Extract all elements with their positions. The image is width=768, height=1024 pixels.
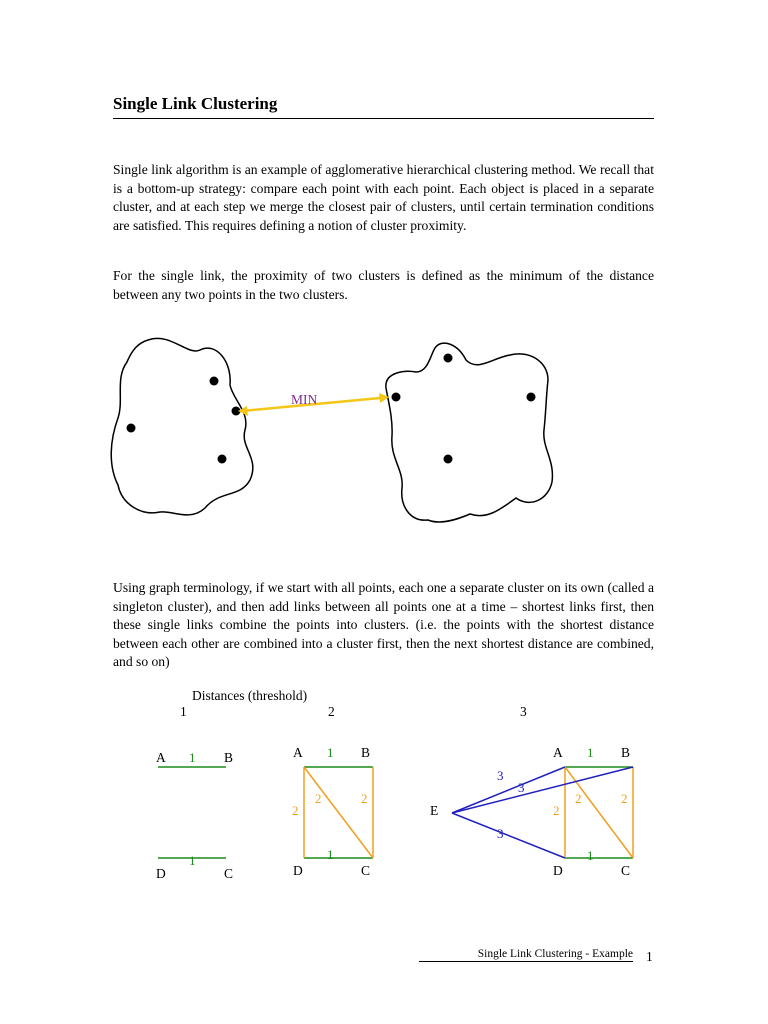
node-a: A (156, 750, 166, 765)
edge-a-c (304, 767, 373, 858)
edge-label-e-d: 3 (497, 826, 504, 841)
threshold-step-2: 2 (328, 704, 335, 719)
graph-threshold-3 (430, 745, 633, 878)
edge-e-a (452, 767, 565, 813)
node-c: C (224, 866, 234, 881)
edge-label-a-c: 2 (575, 791, 582, 806)
edge-label-d-c: 1 (327, 847, 334, 862)
edge-label-a-c: 2 (315, 791, 322, 806)
edge-label-b-c: 2 (621, 791, 628, 806)
edge-label-d-c: 1 (189, 853, 196, 868)
edge-label-a-d: 2 (292, 803, 299, 818)
node-d: D (293, 863, 303, 878)
node-a: A (553, 745, 563, 760)
graph-threshold-1 (156, 750, 233, 881)
paragraph-graph-terminology: Using graph terminology, if we start with all points, each one a separate cluster on its own (called a singleton cluster), and then add links between all points one at a time – shortest links first, then these single links combine the points into clusters. (i.e. the points with the shortest distance between each other are combined into a cluster first, then the next shortest distance are combined, and so on) (113, 580, 654, 669)
edge-label-e-b: 3 (518, 780, 525, 795)
page-number: 1 (646, 949, 653, 964)
node-c: C (621, 863, 631, 878)
min-label: MIN (291, 392, 318, 407)
node-b: B (224, 750, 234, 765)
document-title: Single Link Clustering (113, 94, 654, 119)
footer-rule (419, 961, 633, 962)
node-d: D (553, 863, 563, 878)
edge-label-a-b: 1 (189, 750, 196, 765)
node-a: A (293, 745, 303, 760)
edge-e-b (452, 767, 633, 813)
threshold-step-3: 3 (520, 704, 527, 719)
edge-e-d (452, 813, 565, 858)
footer-text: Single Link Clustering - Example (477, 948, 633, 960)
paragraph-intro: Single link algorithm is an example of agglomerative hierarchical clustering method. We recall that is a bottom-up strategy: compare each point with each point. Each object is placed in a separate cluster, and at each step we merge the closest pair of clusters, until certain termination conditions are satisfied. This requires defining a notion of cluster proximity. (113, 162, 654, 233)
paragraph-single-link: For the single link, the proximity of two clusters is defined as the minimum of the distance between any two points in the two clusters. (113, 268, 654, 302)
distances-caption: Distances (threshold) (192, 688, 308, 703)
threshold-step-1: 1 (180, 704, 187, 719)
edge-label-a-b: 1 (327, 745, 334, 760)
edge-a-c (565, 767, 633, 858)
node-b: B (621, 745, 631, 760)
edge-label-b-c: 2 (361, 791, 368, 806)
node-d: D (156, 866, 166, 881)
node-c: C (361, 863, 371, 878)
edge-label-e-a: 3 (497, 768, 504, 783)
edge-label-d-c: 1 (587, 848, 594, 863)
graph-threshold-2 (292, 745, 373, 878)
node-b: B (361, 745, 371, 760)
node-e: E (430, 803, 439, 818)
edge-label-a-d: 2 (553, 803, 560, 818)
edge-label-a-b: 1 (587, 745, 594, 760)
